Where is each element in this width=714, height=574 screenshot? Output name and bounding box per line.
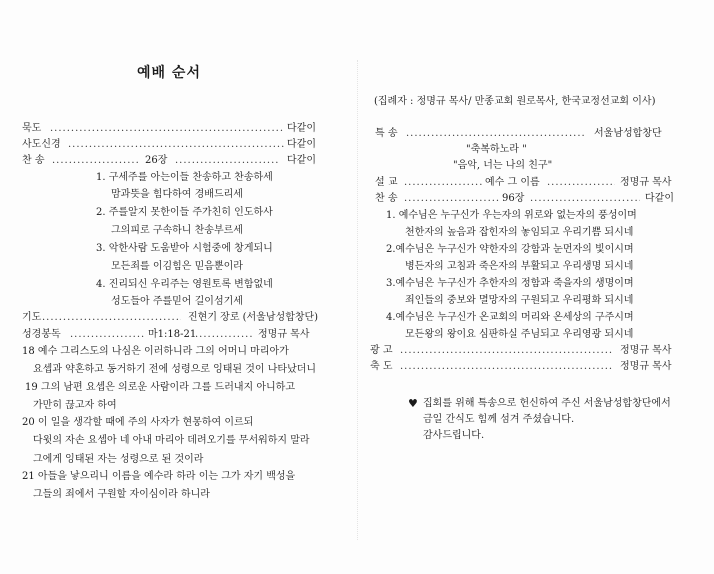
hymn2-line: 2.예수님은 누구신가 약한자의 강함과 눈먼자의 빛이시며	[386, 244, 634, 255]
hymn2-number: 96장	[502, 193, 525, 204]
hymn2-role: 다같이	[645, 193, 674, 204]
hymn-line: 맘과뜻을 힘다하여 경배드리세	[111, 189, 243, 200]
hymn2-line: 4.예수님은 누구신가 온교회의 머리와 온세상의 구주시며	[386, 312, 634, 323]
hymn2-line: 죄인들의 중보와 멸망자의 구원되고 우리평화 되시네	[405, 295, 634, 306]
heart-icon: ♥	[408, 397, 418, 410]
verse-line: 19 그의 남편 요셉은 의로운 사람이라 그를 드러내지 아니하고	[25, 382, 295, 393]
leader-dots	[400, 362, 614, 372]
hymn-line: 성도들아 주를믿어 길이섬기세	[111, 296, 243, 307]
hymn2-line: 천한자의 높음과 잡힌자의 놓임되고 우리기쁨 되시네	[405, 227, 634, 238]
scripture-passage: 마1:18-21	[148, 329, 197, 340]
silent-prayer-label: 묵도	[22, 123, 42, 134]
presider-note: (집례자 : 정명규 목사/ 만종교회 원로목사, 한국교정선교회 이사)	[374, 96, 656, 107]
announcements-person: 정명규 목사	[620, 345, 672, 356]
song-title: "음악, 너는 나의 친구"	[453, 160, 553, 171]
hymn-line: 2. 주를알지 못한이들 주가친히 인도하사	[96, 207, 273, 218]
leader-dots	[195, 330, 253, 340]
leader-dots	[52, 156, 140, 166]
verse-line: 다윗의 자손 요셉아 네 아내 마리아 데려오기를 무서워하지 말라	[33, 435, 310, 446]
leader-dots	[406, 129, 586, 139]
sermon-label: 설 교	[375, 177, 398, 188]
leader-dots	[42, 313, 181, 323]
benediction-label: 축 도	[370, 361, 393, 372]
hymn-line: 4. 진리되신 우리주는 영원토록 변함없네	[96, 279, 273, 290]
leader-dots	[404, 178, 482, 188]
verse-line: 그에게 잉태된 자는 성령으로 된 것이라	[33, 454, 204, 465]
benediction-person: 정명규 목사	[620, 361, 672, 372]
hymn-line: 그의피로 구속하니 찬송부르세	[111, 225, 243, 236]
leader-dots	[547, 178, 615, 188]
prayer-label: 기도	[22, 312, 42, 323]
announcements-label: 광 고	[370, 345, 393, 356]
hymn2-label: 찬 송	[375, 193, 398, 204]
special-song-label: 특 송	[375, 128, 398, 139]
hymn-number: 26장	[145, 155, 168, 166]
prayer-leader: 진현기 장로 (서울남성합창단)	[188, 312, 319, 323]
note-line: 감사드립니다.	[423, 430, 485, 441]
special-song-performer: 서울남성합창단	[594, 128, 662, 139]
hymn-line: 1. 구세주를 아는이들 찬송하고 찬송하세	[96, 172, 273, 183]
verse-line: 가만히 끊고자 하여	[33, 400, 117, 411]
scripture-reader: 정명규 목사	[258, 329, 310, 340]
page-title: 예배 순서	[137, 65, 201, 81]
hymn-line: 3. 악한사람 도움받아 시험중에 창게되니	[96, 243, 273, 254]
hymn2-line: 모든왕의 왕이요 심판하실 주님되고 우리영광 되시네	[405, 329, 634, 340]
hymn2-line: 병든자의 고침과 죽은자의 부활되고 우리생명 되시네	[405, 261, 634, 272]
creed-label: 사도신경	[22, 139, 61, 150]
verse-line: 요셉과 약혼하고 동거하기 전에 성령으로 잉태된 것이 나타났더니	[33, 364, 317, 375]
leader-dots	[400, 346, 614, 356]
verse-line: 18 예수 그리스도의 나심은 이러하니라 그의 어머니 마리아가	[22, 346, 289, 357]
hymn-label: 찬 송	[22, 155, 45, 166]
note-line: 금일 간식도 힘께 섬겨 주셨습니다.	[423, 414, 575, 425]
verse-line: 21 아들을 낳으리니 이름을 예수라 하라 이는 그가 자기 백성을	[22, 471, 296, 482]
hymn2-line: 3.예수님은 누구신가 추한자의 정함과 죽을자의 생명이며	[386, 278, 634, 289]
hymn-role: 다같이	[287, 155, 316, 166]
hymn2-line: 1. 예수님은 누구신가 우는자의 위로와 없는자의 풍성이며	[386, 210, 637, 221]
leader-dots	[70, 330, 144, 340]
leader-dots	[50, 124, 284, 134]
column-gutter	[357, 60, 358, 540]
leader-dots	[175, 156, 280, 166]
verse-line: 20 이 일을 생각할 때에 주의 사자가 현몽하여 이르되	[22, 417, 254, 428]
scripture-label: 성경봉독	[22, 329, 61, 340]
sermon-topic: 예수 그 이름	[485, 177, 540, 188]
leader-dots	[404, 194, 500, 204]
sermon-preacher: 정명규 목사	[620, 177, 672, 188]
verse-line: 그들의 죄에서 구원할 자이심이라 하니라	[33, 489, 210, 500]
note-line: 집회를 위해 특송으로 헌신하여 주신 서울남성합창단에서	[423, 398, 671, 409]
silent-prayer-role: 다같이	[287, 123, 316, 134]
hymn-line: 모든죄를 이김힘은 믿음뿐이라	[111, 261, 243, 272]
leader-dots	[530, 194, 640, 204]
leader-dots	[68, 140, 284, 150]
creed-role: 다같이	[287, 139, 316, 150]
song-title: "축복하노라 "	[466, 144, 527, 155]
